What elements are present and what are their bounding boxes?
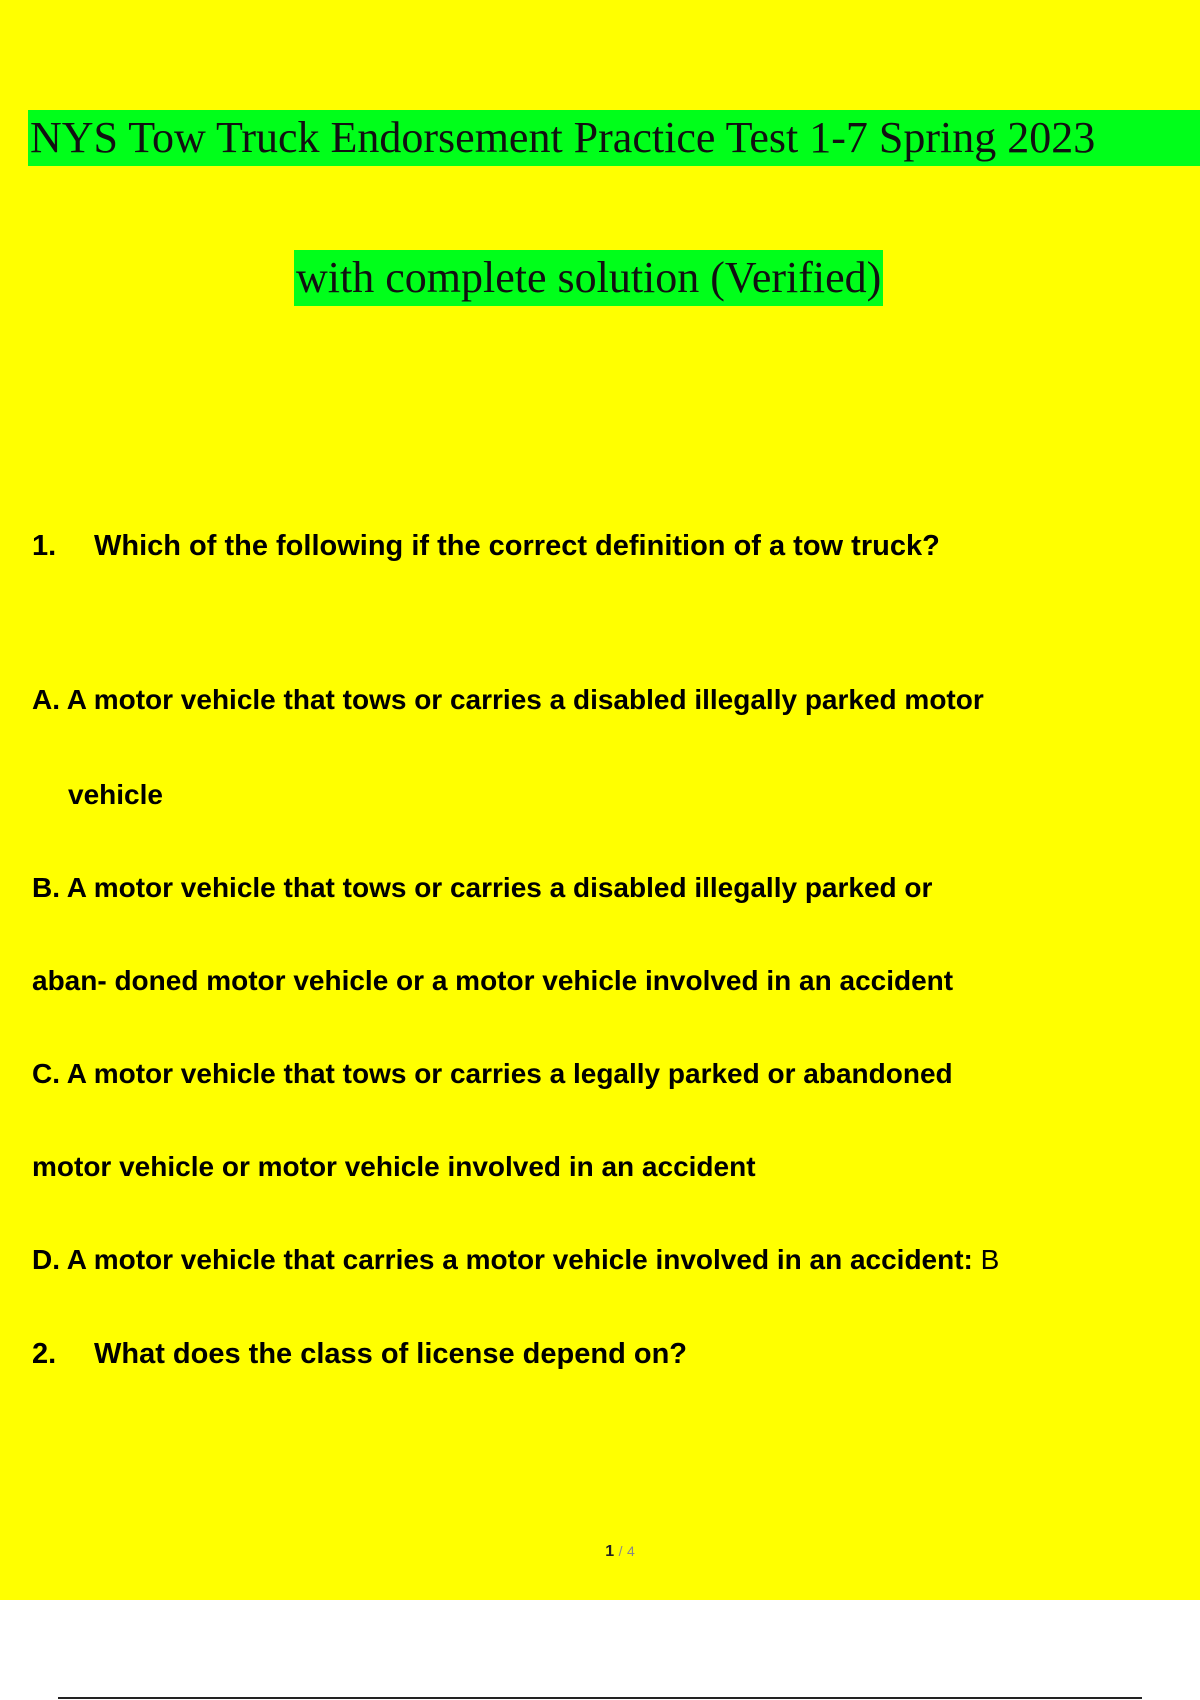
document-title-line-1: NYS Tow Truck Endorsement Practice Test 1-7 Spring 2023 [28, 110, 1200, 166]
option-d-text: D. A motor vehicle that carries a motor vehicle involved in an accident: [32, 1244, 973, 1275]
current-page: 1 [605, 1543, 615, 1560]
answer-key: B [980, 1244, 1000, 1275]
question-1 [32, 528, 940, 564]
option-b-line-1: B. A motor vehicle that tows or carries a disabled illegally parked or [32, 872, 933, 903]
option-c-line-2: motor vehicle or motor vehicle involved in an accident [32, 1151, 756, 1182]
question-text: Which of the following if the correct definition of a tow truck? [94, 530, 940, 562]
page-divider [58, 1697, 1142, 1699]
page-indicator [0, 1543, 1200, 1561]
option-d-line-1 [32, 1242, 999, 1278]
option-a-line-2: vehicle [68, 779, 163, 810]
question-number: 2. [32, 1338, 57, 1370]
question-number: 1. [32, 530, 57, 562]
option-a-line-1: A. A motor vehicle that tows or carries a disabled illegally parked motor [32, 684, 984, 715]
option-c-line-1: C. A motor vehicle that tows or carries a legally parked or abandoned [32, 1058, 953, 1089]
option-b-line-2: aban- doned motor vehicle or a motor vehicle involved in an accident [32, 965, 954, 996]
document-title-line-2: with complete solution (Verified) [294, 250, 883, 306]
total-pages: 4 [626, 1543, 635, 1559]
question-2 [32, 1336, 687, 1372]
question-text: What does the class of license depend on? [94, 1338, 687, 1370]
page-separator: / [618, 1543, 623, 1559]
